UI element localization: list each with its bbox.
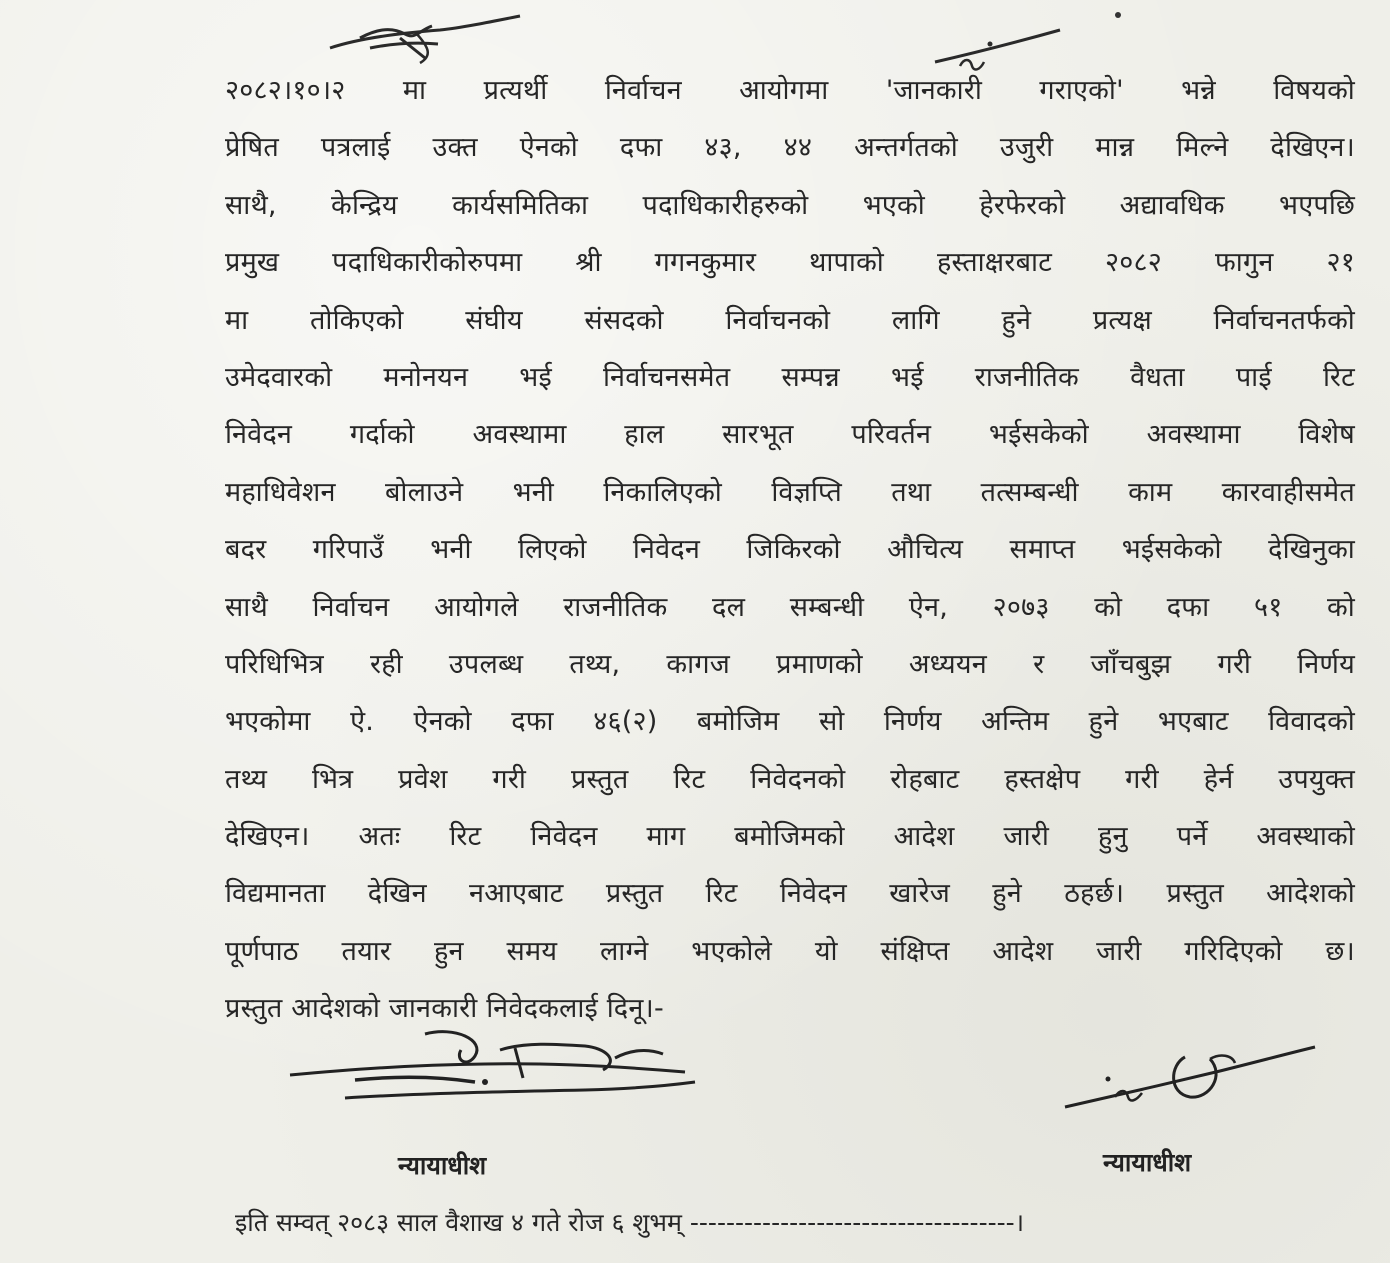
judge-signature-left — [285, 1020, 705, 1130]
handwritten-mark-top-left — [320, 8, 530, 68]
body-line-12: भएकोमा ऐ. ऐनको दफा ४६(२) बमोजिम सो निर्णय अन्तिम हुने भएबाट विवादको — [225, 706, 1355, 738]
judge-label-left: न्यायाधीश — [398, 1151, 487, 1180]
footer-date-line: इति सम्वत् २०८३ साल वैशाख ४ गते रोज ६ शुभम् ------------------------------------। — [235, 1208, 1025, 1237]
judge-label-right: न्यायाधीश — [1103, 1148, 1192, 1177]
body-line-16: पूर्णपाठ तयार हुन समय लाग्ने भएकोले यो संक्षिप्त आदेश जारी गरिदिएको छ। — [225, 935, 1355, 967]
body-line-15: विद्यमानता देखिन नआएबाट प्रस्तुत रिट निवेदन खारेज हुने ठहर्छ। प्रस्तुत आदेशको — [225, 878, 1355, 910]
body-line-13: तथ्य भित्र प्रवेश गरी प्रस्तुत रिट निवेदनको रोहबाट हस्तक्षेप गरी हेर्न उपयुक्त — [225, 763, 1355, 795]
judge-signature-right — [1060, 1035, 1320, 1125]
ink-speck — [1115, 12, 1121, 18]
body-line-9: बदर गरिपाउँ भनी लिएको निवेदन जिकिरको औचित्य समाप्त भईसकेको देखिनुका — [225, 534, 1355, 566]
body-line-10: साथै निर्वाचन आयोगले राजनीतिक दल सम्बन्धी ऐन, २०७३ को दफा ५१ को — [225, 591, 1355, 623]
body-line-2: प्रेषित पत्रलाई उक्त ऐनको दफा ४३, ४४ अन्तर्गतको उजुरी मान्न मिल्ने देखिएन। — [225, 132, 1355, 164]
body-line-14: देखिएन। अतः रिट निवेदन माग बमोजिमको आदेश जारी हुनु पर्ने अवस्थाको — [225, 821, 1355, 853]
body-line-3: साथै, केन्द्रिय कार्यसमितिका पदाधिकारीहरुको भएको हेरफेरको अद्यावधिक भएपछि — [225, 189, 1355, 221]
order-body-text — [225, 62, 1355, 1038]
body-line-11: परिधिभित्र रही उपलब्ध तथ्य, कागज प्रमाणको अध्ययन र जाँचबुझ गरी निर्णय — [225, 648, 1355, 680]
body-line-4: प्रमुख पदाधिकारीकोरुपमा श्री गगनकुमार थापाको हस्ताक्षरबाट २०८२ फागुन २१ — [225, 247, 1355, 279]
body-line-6: उमेदवारको मनोनयन भई निर्वाचनसमेत सम्पन्न भई राजनीतिक वैधता पाई रिट — [225, 361, 1355, 393]
body-line-7: निवेदन गर्दाको अवस्थामा हाल सारभूत परिवर्तन भईसकेको अवस्थामा विशेष — [225, 419, 1355, 451]
body-line-1: २०८२।१०।२ मा प्रत्यर्थी निर्वाचन आयोगमा 'जानकारी गराएको' भन्ने विषयको — [225, 75, 1355, 106]
body-line-5: मा तोकिएको संघीय संसदको निर्वाचनको लागि हुने प्रत्यक्ष निर्वाचनतर्फको — [225, 304, 1355, 336]
body-line-17: प्रस्तुत आदेशको जानकारी निवेदकलाई दिनू।- — [225, 993, 664, 1025]
body-line-8: महाधिवेशन बोलाउने भनी निकालिएको विज्ञप्ति तथा तत्सम्बन्धी काम कारवाहीसमेत — [225, 476, 1355, 508]
